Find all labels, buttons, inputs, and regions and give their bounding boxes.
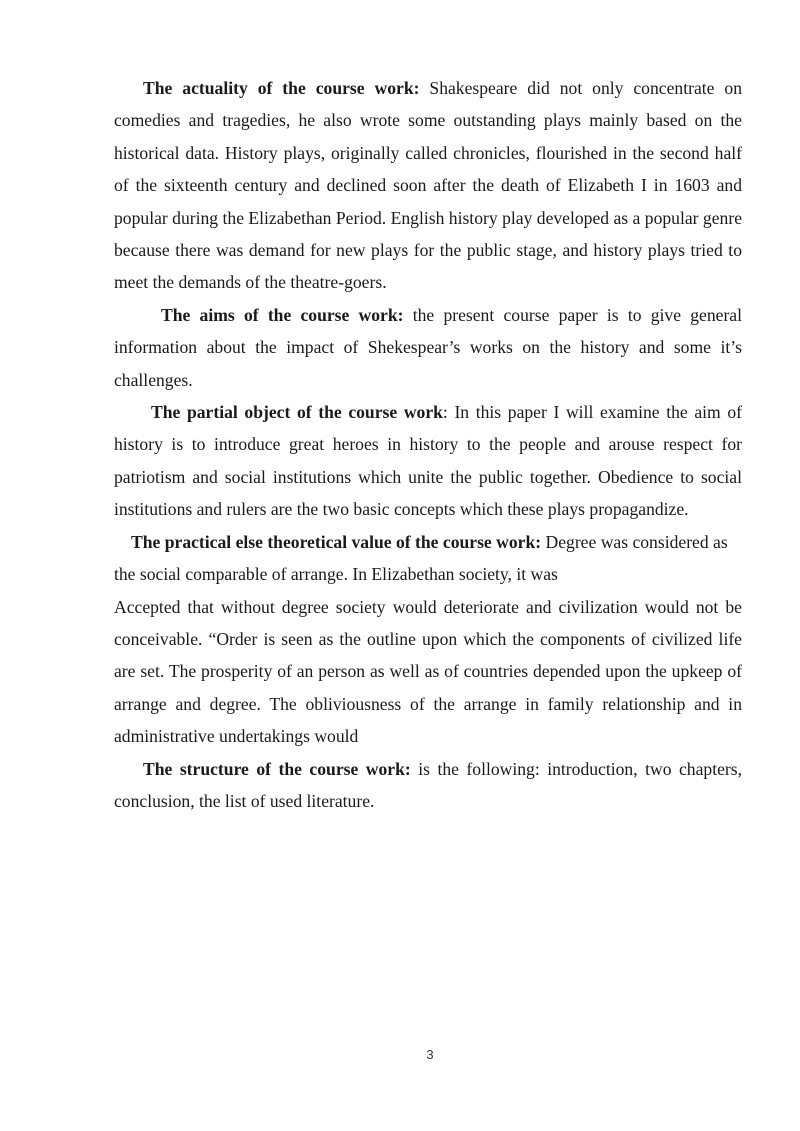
document-body — [114, 72, 742, 817]
paragraph-continuation-text: Accepted that without degree society would deteriorate and civilization would not be conceivable. “Order is seen as the outline upon which the components of civilized life are set. The prosperity of an person as well as of countries depended upon the upkeep of arrange and degree. The obliviousness of the arrange in family relationship and in administrative undertakings would — [114, 596, 742, 747]
paragraph-structure — [114, 753, 742, 818]
paragraph-aims — [114, 299, 742, 396]
paragraph-heading-actuality: The actuality of the course work: — [143, 78, 420, 98]
paragraph-practical-value — [114, 526, 742, 591]
paragraph-heading-practical-value: The practical else theoretical value of the course work: — [131, 531, 542, 552]
page-number: 3 — [426, 1047, 434, 1062]
paragraph-heading-structure: The structure of the course work: — [143, 758, 411, 779]
paragraph-actuality — [114, 72, 742, 299]
paragraph-text-practical-value: Degree was considered as the social comparable of arrange. In Elizabethan society, it was — [114, 531, 728, 585]
paragraph-heading-aims: The aims of the course work: — [161, 304, 404, 325]
paragraph-practical-value-continuation — [114, 591, 742, 753]
paragraph-text-actuality: Shakespeare did not only concentrate on comedies and tragedies, he also wrote some outstanding plays mainly based on the historical data. History plays, originally called chronicles, flourished in the second half of the sixteenth century and declined soon after the death of Elizabeth I in 1603 and popular during the Elizabethan Period. English history play developed as a popular genre because there was demand for new plays for the public stage, and history plays tried to meet the demands of the theatre-goers. — [114, 78, 742, 293]
paragraph-heading-partial-object: The partial object of the course work — [151, 402, 443, 423]
paragraph-text-partial-object: : In this paper I will examine the aim of history is to introduce great heroes in history to the people and arouse respect for patriotism and social institutions which unite the public together. Obedience to social institutions and rulers are the two basic concepts which these plays propagandize. — [114, 402, 742, 520]
paragraph-partial-object — [114, 396, 742, 526]
paragraph-text-structure: is the following: introduction, two chapters, conclusion, the list of used literature. — [114, 758, 742, 811]
paragraph-text-aims: the present course paper is to give general information about the impact of Shekespear’s works on the history and some it’s challenges. — [114, 304, 742, 390]
